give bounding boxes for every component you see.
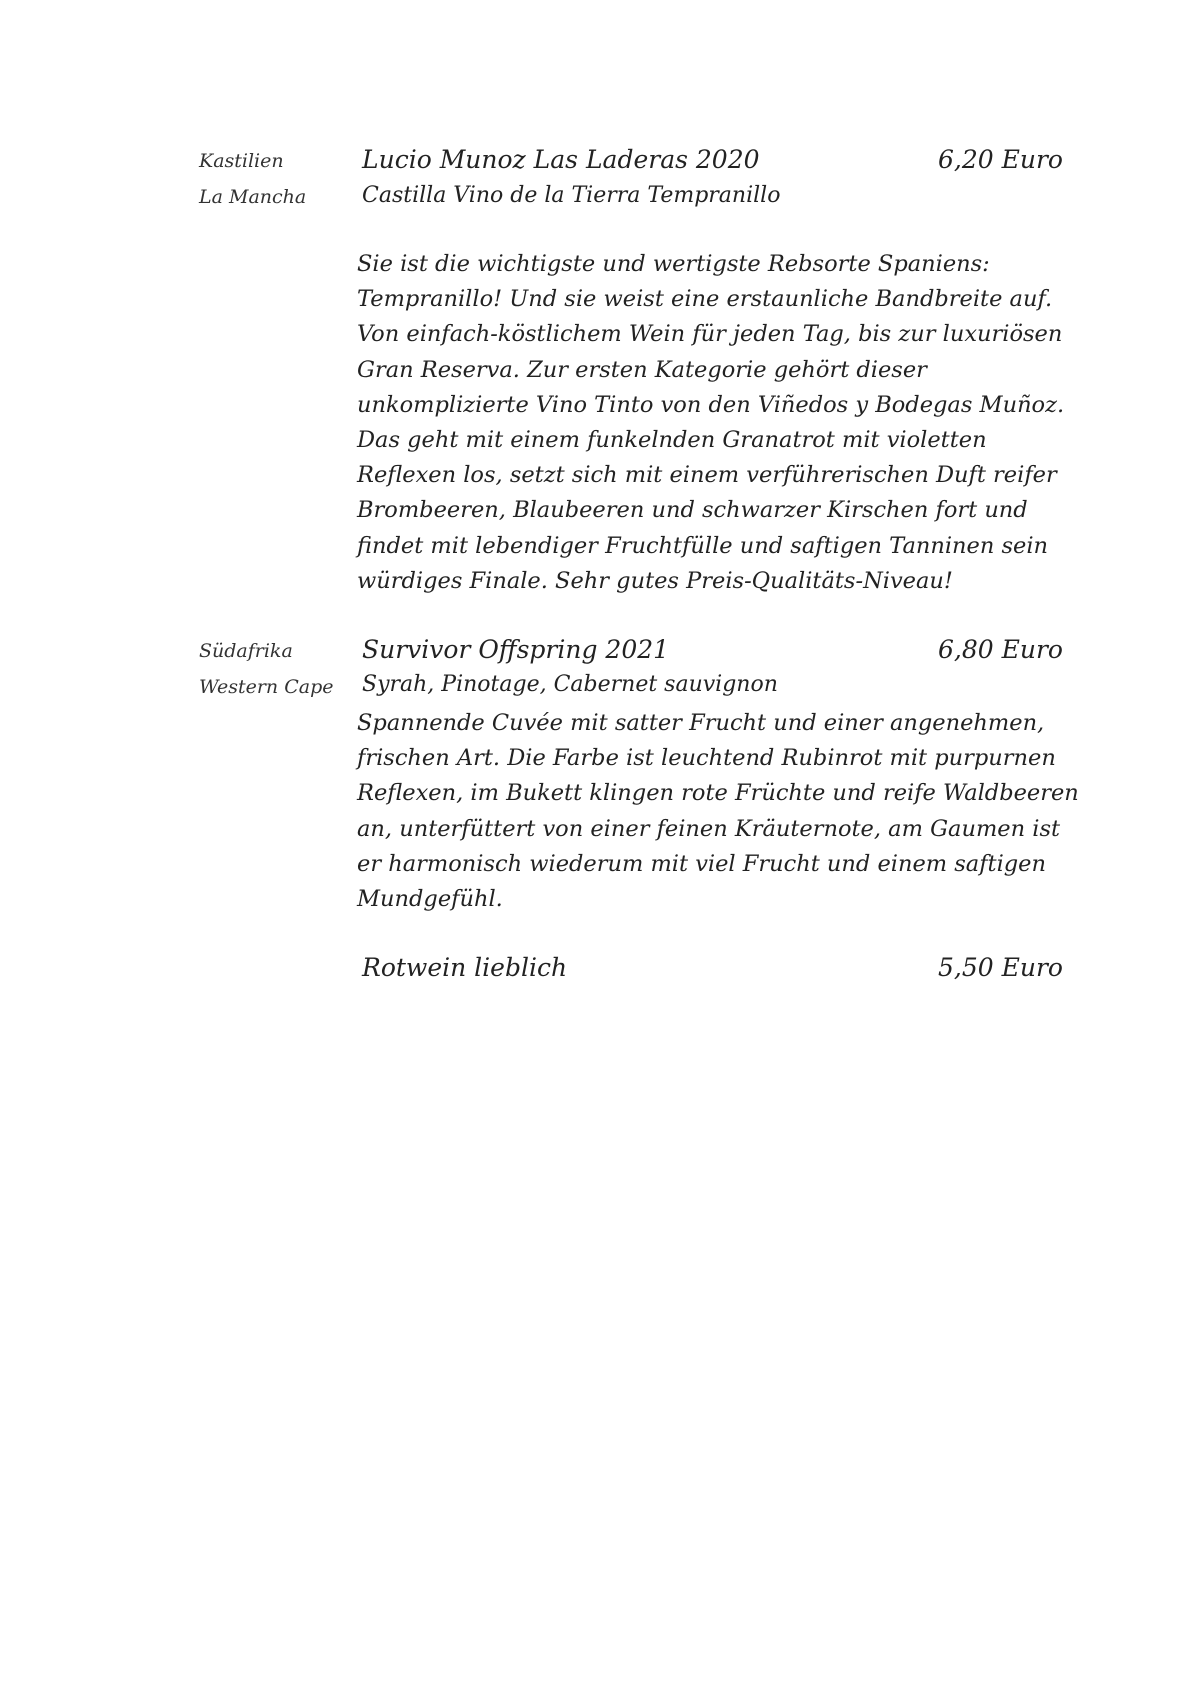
wine-1-region: Kastilien [199,150,284,172]
wine-2-subtitle: Syrah, Pinotage, Cabernet sauvignon [362,672,778,697]
description-line: Brombeeren, Blaubeeren und schwarzer Kirschen fort und [357,497,1028,524]
description-line: Von einfach-köstlichem Wein für jeden Tag, bis zur luxuriösen [357,321,1063,348]
description-line: an, unterfüttert von einer feinen Kräuternote, am Gaumen ist [357,815,1061,842]
description-line: Reflexen, im Bukett klingen rote Früchte und reife Waldbeeren [357,780,1079,807]
wine-3-price: 5,50 Euro [938,953,1063,982]
description-line: unkomplizierte Vino Tinto von den Viñedos y Bodegas Muñoz. [357,391,1065,418]
wine-1-description [357,247,1117,599]
wine-2-title: Survivor Offspring 2021 [362,635,670,664]
description-line: Spannende Cuvée mit satter Frucht und einer angenehmen, [357,710,1045,736]
wine-2-subregion: Western Cape [199,676,334,698]
description-line: Tempranillo! Und sie weist eine erstaunliche Bandbreite auf. [357,286,1053,313]
wine-1-price: 6,20 Euro [938,145,1063,174]
description-line: Reflexen los, setzt sich mit einem verführerischen Duft reifer [357,462,1057,489]
wine-3-title: Rotwein lieblich [362,953,568,982]
description-line: Das geht mit einem funkelnden Granatrot mit violetten [357,427,987,454]
wine-2-region: Südafrika [199,640,293,662]
description-line: würdiges Finale. Sehr gutes Preis-Qualitäts-Niveau! [357,567,953,594]
description-line: Sie ist die wichtigste und wertigste Rebsorte Spaniens: [357,251,990,277]
description-line: er harmonisch wiederum mit viel Frucht und einem saftigen [357,850,1046,877]
wine-2-price: 6,80 Euro [938,635,1063,664]
description-line: findet mit lebendiger Fruchtfülle und saftigen Tanninen sein [357,532,1049,559]
description-line: Mundgefühl. [357,886,503,913]
wine-1-subtitle: Castilla Vino de la Tierra Tempranillo [362,183,781,208]
description-line: Gran Reserva. Zur ersten Kategorie gehört dieser [357,356,927,383]
wine-2-description [357,706,1117,917]
description-line: frischen Art. Die Farbe ist leuchtend Rubinrot mit purpurnen [357,745,1056,772]
wine-1-subregion: La Mancha [199,186,307,208]
wine-1-title: Lucio Munoz Las Laderas 2020 [362,145,760,174]
